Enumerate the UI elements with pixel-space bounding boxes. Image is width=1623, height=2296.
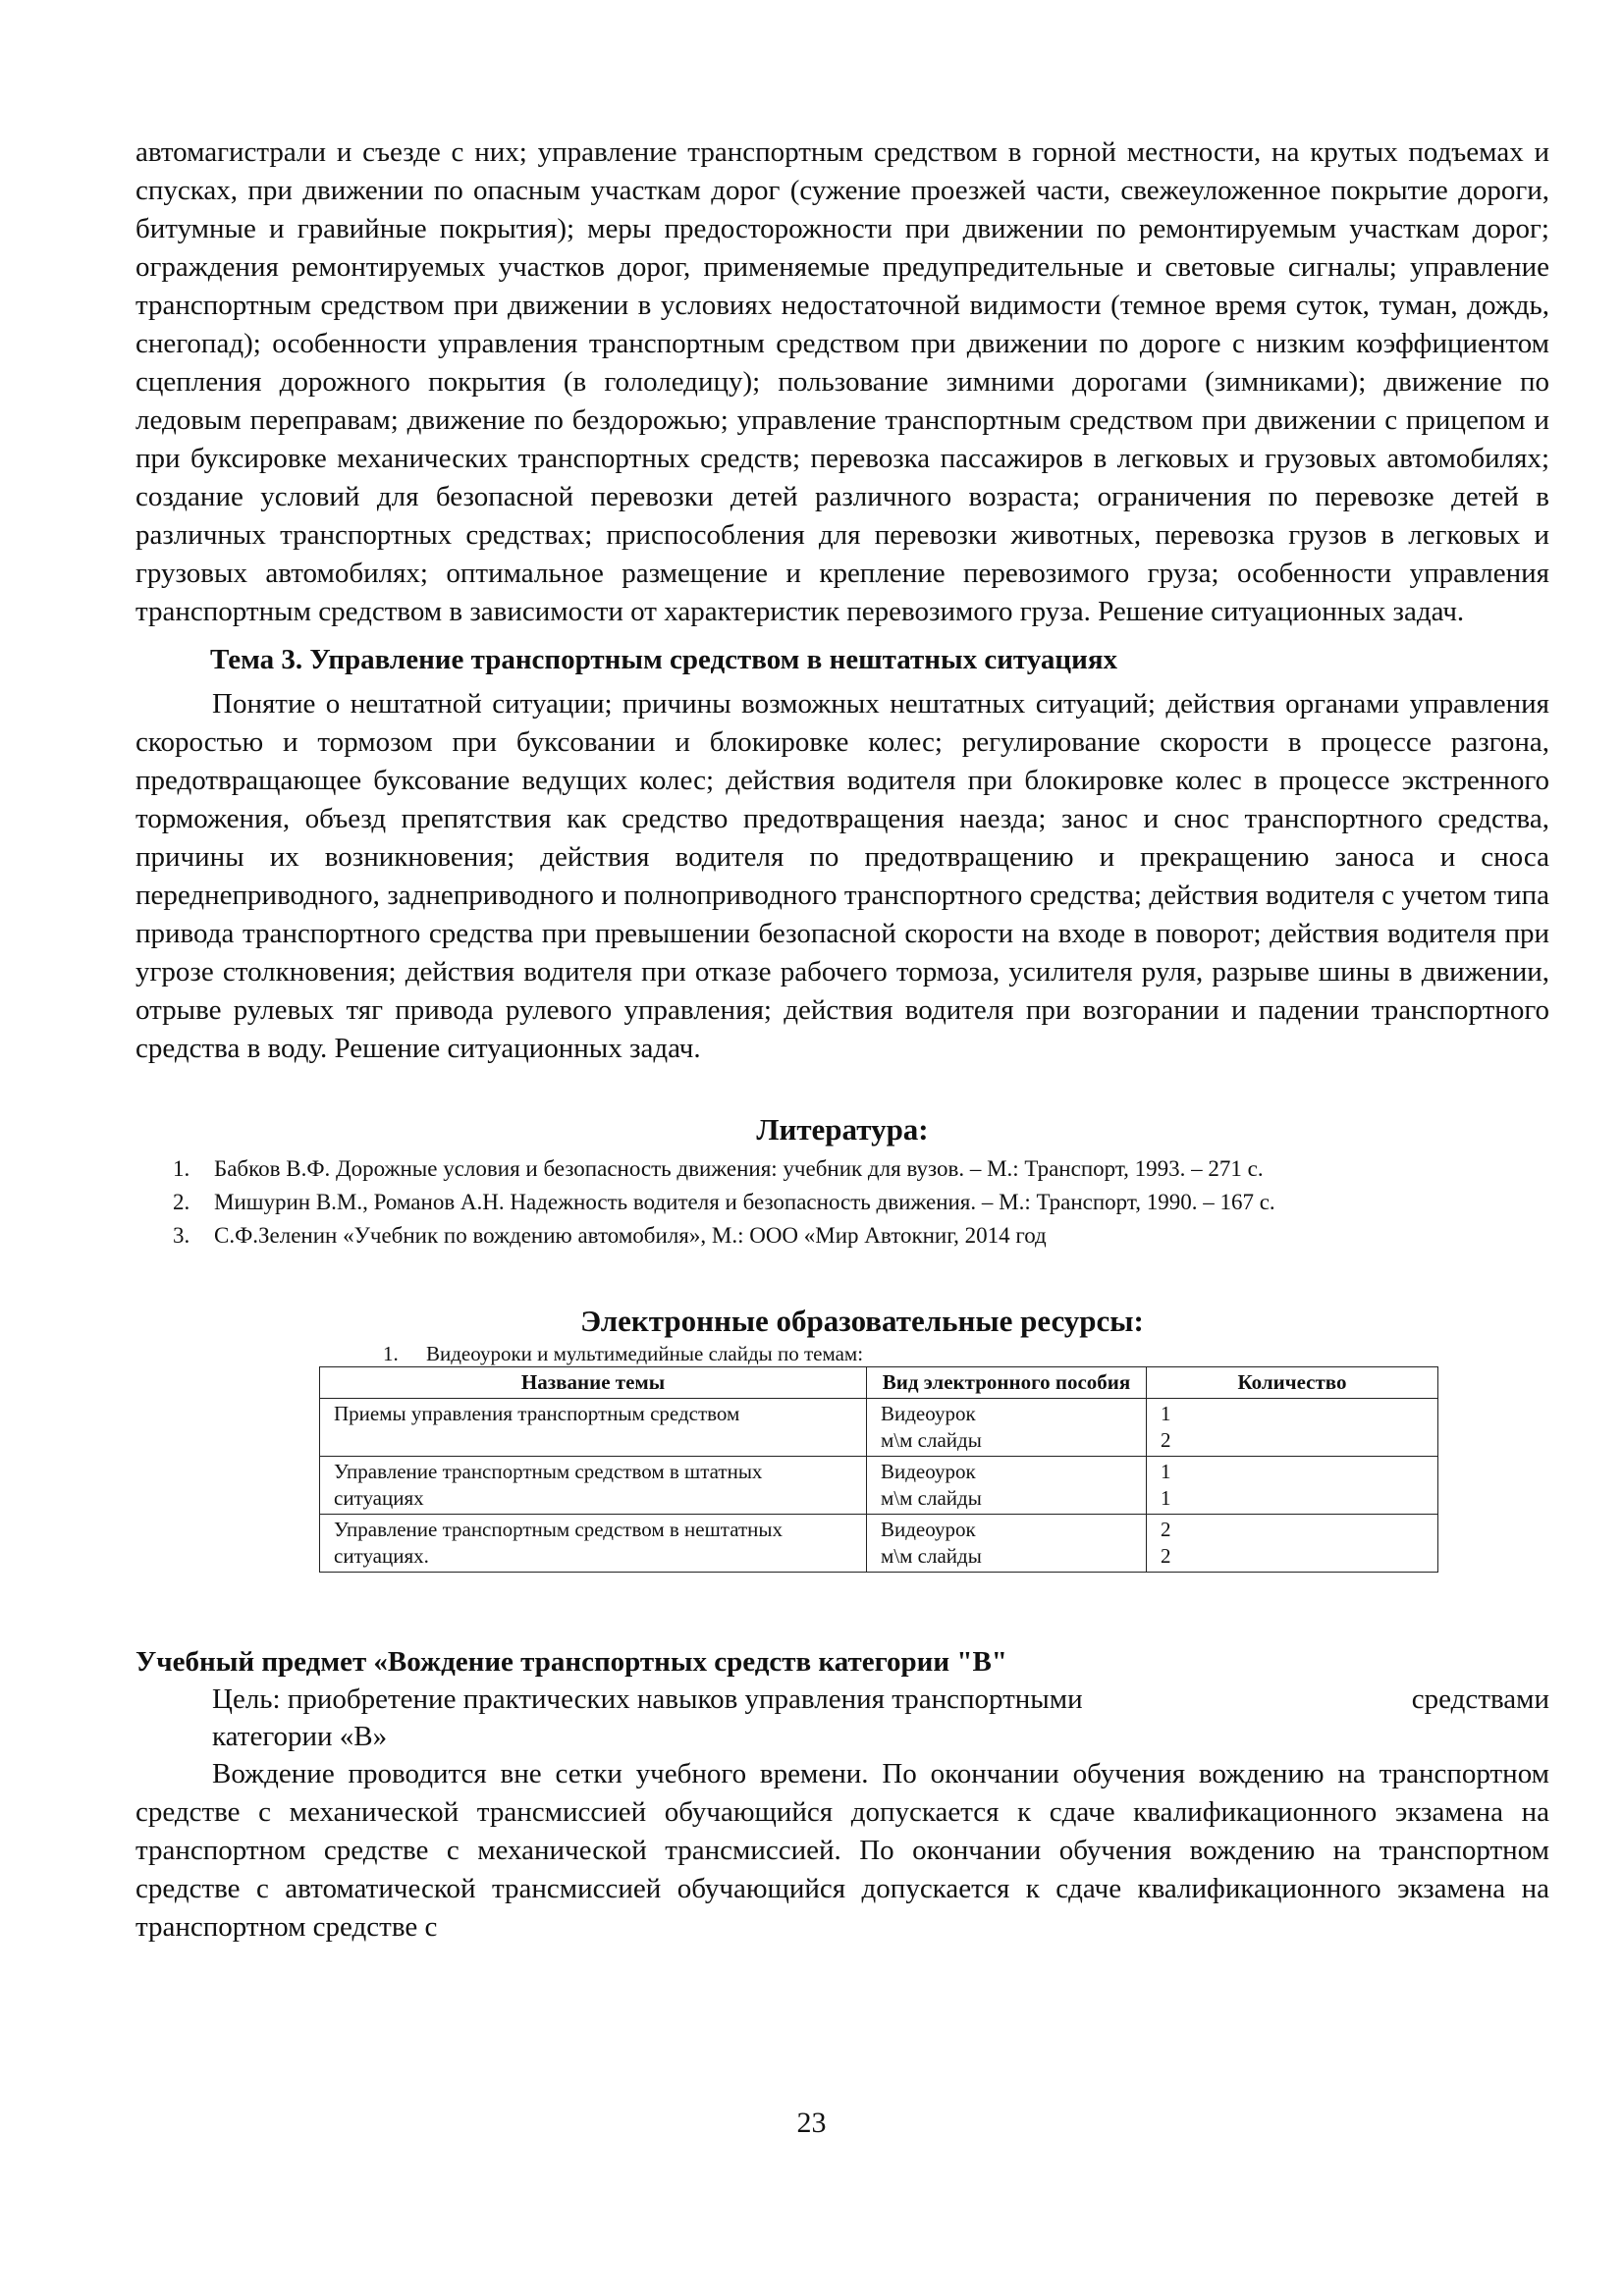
literature-item-number: 3. <box>173 1223 190 1248</box>
column-header-topic: Название темы <box>320 1367 867 1399</box>
resources-subtitle-number: 1. <box>383 1342 399 1365</box>
intro-paragraph: автомагистрали и съезде с них; управление транспортным средством в горной местности, на крутых подъемах и спусках, при движении по опасным участкам дорог (сужение проезжей части, свежеуложенное покрытие дороги, битумные и гравийные покрытия); меры предосторожности при движении по ремонтируемым участкам дорог; ограждения ремонтируемых участков дорог, применяемые предупредительные и световые сигналы; управление транспортным средством при движении в условиях недостаточной видимости (темное время суток, туман, дождь, снегопад); особенности управления транспортным средством при движении по дороге с низким коэффициентом сцепления дорожного покрытия (в гололедицу); пользование зимними дорогами (зимниками); движение по ледовым переправам; движение по бездорожью; управление транспортным средством при движении с прицепом и при буксировке механических транспортных средств; перевозка пассажиров в легковых и грузовых автомобилях; создание условий для безопасной перевозки детей различного возраста; ограничения по перевозке детей в различных транспортных средствах; приспособления для перевозки животных, перевозка грузов в легковых и грузовых автомобилях; оптимальное размещение и крепление перевозимого груза; особенности управления транспортным средством в зависимости от характеристик перевозимого груза. Решение ситуационных задач. <box>135 136 1549 627</box>
literature-item <box>135 1152 1549 1186</box>
table-row <box>320 1399 1438 1457</box>
subject-goal-text: Цель: приобретение практических навыков управления транспортными <box>212 1683 1083 1715</box>
column-header-type: Вид электронного пособия <box>867 1367 1147 1399</box>
resources-heading: Электронные образовательные ресурсы: <box>580 1304 1144 1338</box>
cell-count-line: 2 <box>1161 1544 1171 1568</box>
cell-topic: Приемы управления транспортным средством <box>320 1399 867 1457</box>
subject-goal <box>212 1681 1549 1718</box>
topic-3-paragraph: Понятие о нештатной ситуации; причины возможных нештатных ситуаций; действия органами управления скоростью и тормозом при буксовании и блокировке колес; регулирование скорости в процессе разгона, предотвращающее буксование ведущих колес; действия водителя при блокировке колес в процессе экстренного торможения, объезд препятствия как средство предотвращения наезда; занос и снос транспортного средства, причины их возникновения; действия водителя по предотвращению и прекращению заноса и сноса переднеприводного, заднеприводного и полноприводного транспортного средства; действия водителя с учетом типа привода транспортного средства при превышении безопасной скорости на входе в поворот; действия водителя при угрозе столкновения; действия водителя при отказе рабочего тормоза, усилителя руля, разрыве шины в движении, отрыве рулевых тяг привода рулевого управления; действия водителя при возгорании и падении транспортного средства в воду. Решение ситуационных задач. <box>135 688 1549 1064</box>
subject-paragraph: Вождение проводится вне сетки учебного времени. По окончании обучения вождению на транспортном средстве с механической трансмиссией обучающийся допускается к сдаче квалификационного экзамена на транспортном средстве с механической трансмиссией. По окончании обучения вождению на транспортном средстве с автоматической трансмиссией обучающийся допускается к сдаче квалификационного экзамена на транспортном средстве с <box>135 1758 1549 1943</box>
document-page <box>135 133 1549 1947</box>
literature-heading: Литература: <box>756 1112 929 1147</box>
resources-table <box>319 1366 1438 1573</box>
cell-topic: Управление транспортным средством в штатных ситуациях <box>320 1457 867 1515</box>
cell-type-line: м\м слайды <box>881 1486 982 1510</box>
cell-count <box>1147 1515 1438 1573</box>
literature-item <box>135 1186 1549 1219</box>
table-header-row <box>320 1367 1438 1399</box>
literature-item-number: 1. <box>173 1156 190 1181</box>
cell-type-line: Видеоурок <box>881 1402 976 1425</box>
cell-count-line: 1 <box>1161 1460 1171 1483</box>
cell-type-line: м\м слайды <box>881 1544 982 1568</box>
topic-3-heading: Тема 3. Управление транспортным средством в нештатных ситуациях <box>210 644 1118 675</box>
literature-list <box>135 1152 1549 1253</box>
cell-type-line: Видеоурок <box>881 1460 976 1483</box>
cell-count <box>1147 1399 1438 1457</box>
cell-topic: Управление транспортным средством в нештатных ситуациях. <box>320 1515 867 1573</box>
literature-item-text: С.Ф.Зеленин «Учебник по вождению автомобиля», М.: ООО «Мир Автокниг, 2014 год <box>214 1223 1047 1248</box>
literature-item-text: Бабков В.Ф. Дорожные условия и безопасность движения: учебник для вузов. – М.: Транспорт, 1993. – 271 с. <box>214 1156 1264 1181</box>
cell-count <box>1147 1457 1438 1515</box>
cell-type <box>867 1399 1147 1457</box>
subject-heading: Учебный предмет «Вождение транспортных средств категории "В" <box>135 1646 1007 1678</box>
cell-type <box>867 1457 1147 1515</box>
subject-goal-category: категории «В» <box>212 1721 388 1752</box>
literature-item-text: Мишурин В.М., Романов А.Н. Надежность водителя и безопасность движения. – М.: Транспорт, 1990. – 167 с. <box>214 1190 1275 1214</box>
literature-item-number: 2. <box>173 1190 190 1214</box>
table-row <box>320 1457 1438 1515</box>
resources-subtitle <box>383 1341 1549 1366</box>
cell-count-line: 1 <box>1161 1486 1171 1510</box>
cell-count-line: 2 <box>1161 1518 1171 1541</box>
column-header-count: Количество <box>1147 1367 1438 1399</box>
subject-goal-text-end: средствами <box>1411 1683 1549 1715</box>
cell-count-line: 2 <box>1161 1428 1171 1452</box>
cell-type-line: Видеоурок <box>881 1518 976 1541</box>
table-row <box>320 1515 1438 1573</box>
literature-item <box>135 1219 1549 1253</box>
cell-type <box>867 1515 1147 1573</box>
page-number: 23 <box>796 2107 827 2139</box>
cell-type-line: м\м слайды <box>881 1428 982 1452</box>
cell-count-line: 1 <box>1161 1402 1171 1425</box>
resources-subtitle-text: Видеоуроки и мультимедийные слайды по темам: <box>426 1342 864 1365</box>
